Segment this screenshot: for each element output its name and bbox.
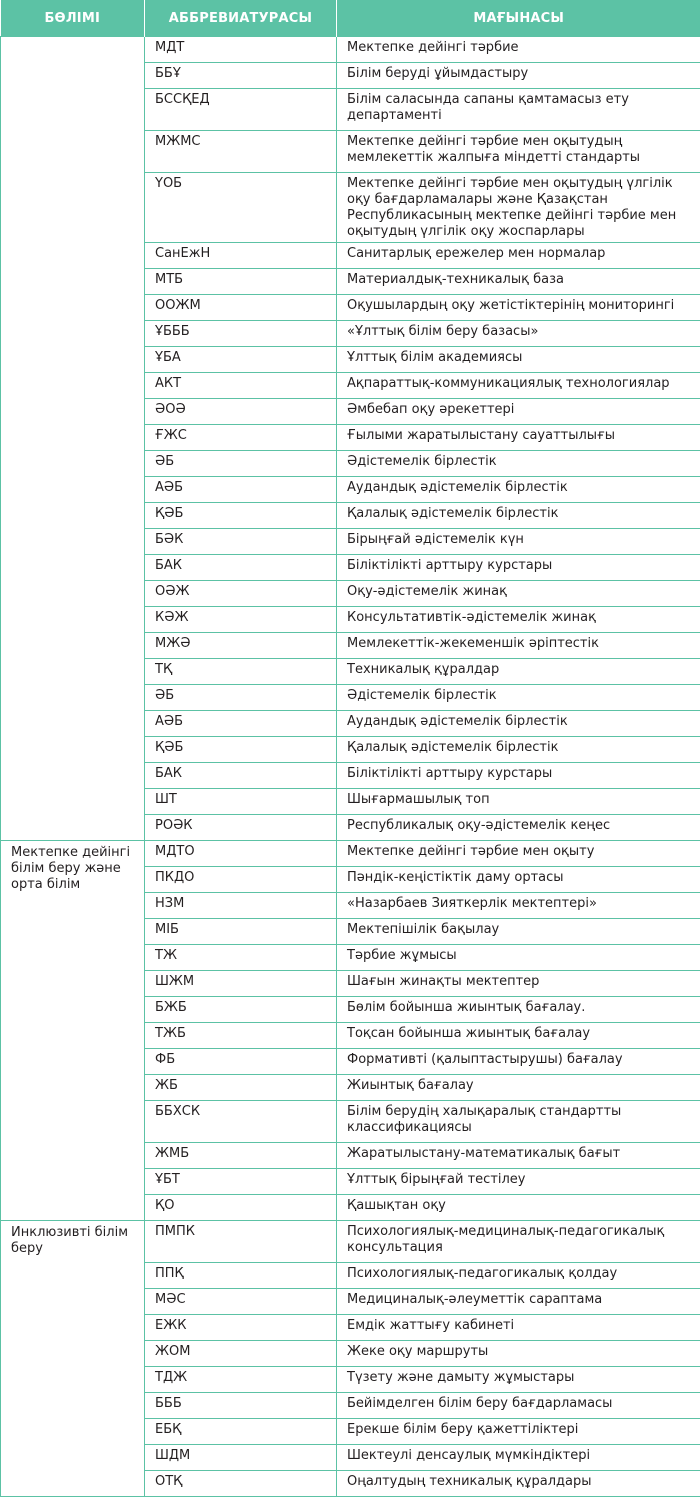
abbreviation-cell: МТБ: [145, 269, 337, 295]
meaning-cell: Әдістемелік бірлестік: [337, 685, 700, 711]
meaning-cell: Мектепке дейінгі тәрбие мен оқыту: [337, 841, 700, 867]
abbreviation-cell: ҰБА: [145, 347, 337, 373]
abbreviation-cell: ҚО: [145, 1195, 337, 1221]
table-row: [1, 37, 700, 63]
header-abbreviation-label: АББРЕВИАТУРАСЫ: [169, 11, 312, 26]
abbreviation-cell: ППҚ: [145, 1263, 337, 1289]
meaning-cell: Оқушылардың оқу жетістіктерінің мониторингі: [337, 295, 700, 321]
abbreviation-cell: ҰБТ: [145, 1169, 337, 1195]
meaning-cell: Ақпараттық-коммуникациялық технологиялар: [337, 373, 700, 399]
abbreviation-cell: ШДМ: [145, 1445, 337, 1471]
meaning-cell: Әмбебап оқу әрекеттері: [337, 399, 700, 425]
meaning-cell: Бөлім бойынша жиынтық бағалау.: [337, 997, 700, 1023]
table-header: [1, 0, 700, 37]
abbreviation-cell: МӘС: [145, 1289, 337, 1315]
abbreviation-cell: МЖӘ: [145, 633, 337, 659]
abbreviation-cell: ЖОМ: [145, 1341, 337, 1367]
abbreviation-cell: ҚӘБ: [145, 737, 337, 763]
abbreviation-cell: РОӘК: [145, 815, 337, 841]
abbreviation-cell: БЖБ: [145, 997, 337, 1023]
abbreviation-cell: ОӘЖ: [145, 581, 337, 607]
meaning-cell: Біліктілікті арттыру курстары: [337, 555, 700, 581]
abbreviation-cell: АӘБ: [145, 477, 337, 503]
meaning-cell: Емдік жаттығу кабинеті: [337, 1315, 700, 1341]
meaning-cell: Оңалтудың техникалық құралдары: [337, 1471, 700, 1497]
meaning-cell: Санитарлық ережелер мен нормалар: [337, 243, 700, 269]
abbreviation-cell: ФБ: [145, 1049, 337, 1075]
meaning-cell: Шағын жинақты мектептер: [337, 971, 700, 997]
meaning-cell: Аудандық әдістемелік бірлестік: [337, 711, 700, 737]
abbreviation-cell: ҒЖС: [145, 425, 337, 451]
section-cell: Мектепке дейінгі білім беру және орта білім: [1, 841, 145, 1221]
meaning-cell: Әдістемелік бірлестік: [337, 451, 700, 477]
abbreviation-cell: НЗМ: [145, 893, 337, 919]
abbreviation-cell: ТЖБ: [145, 1023, 337, 1049]
abbreviation-cell: БАК: [145, 763, 337, 789]
abbreviation-cell: ҰБББ: [145, 321, 337, 347]
abbreviation-cell: ӘБ: [145, 451, 337, 477]
meaning-cell: Мемлекеттік-жекеменшік әріптестік: [337, 633, 700, 659]
abbreviation-cell: ТДЖ: [145, 1367, 337, 1393]
table-body: [1, 37, 700, 1497]
meaning-cell: Бейімделген білім беру бағдарламасы: [337, 1393, 700, 1419]
header-abbreviation: [145, 0, 337, 37]
meaning-cell: Консультативтік-әдістемелік жинақ: [337, 607, 700, 633]
meaning-cell: Біліктілікті арттыру курстары: [337, 763, 700, 789]
section-cell: Инклюзивті білім беру: [1, 1221, 145, 1497]
header-section: [1, 0, 145, 37]
meaning-cell: Техникалық құралдар: [337, 659, 700, 685]
meaning-cell: Формативті (қалыптастырушы) бағалау: [337, 1049, 700, 1075]
meaning-cell: Ерекше білім беру қажеттіліктері: [337, 1419, 700, 1445]
meaning-cell: Тәрбие жұмысы: [337, 945, 700, 971]
meaning-cell: Білім берудің халықаралық стандартты классификациясы: [337, 1101, 700, 1143]
meaning-cell: Ғылыми жаратылыстану сауаттылығы: [337, 425, 700, 451]
abbreviation-cell: ББҰ: [145, 63, 337, 89]
meaning-cell: Түзету және дамыту жұмыстары: [337, 1367, 700, 1393]
section-cell: [1, 37, 145, 841]
abbreviation-cell: БББ: [145, 1393, 337, 1419]
meaning-cell: Қашықтан оқу: [337, 1195, 700, 1221]
abbreviation-cell: БАК: [145, 555, 337, 581]
meaning-cell: Психологиялық-педагогикалық қолдау: [337, 1263, 700, 1289]
meaning-cell: Медициналық-әлеуметтік сараптама: [337, 1289, 700, 1315]
meaning-cell: Қалалық әдістемелік бірлестік: [337, 503, 700, 529]
abbreviation-cell: МІБ: [145, 919, 337, 945]
abbreviation-cell: ЖМБ: [145, 1143, 337, 1169]
abbreviation-cell: ҚӘБ: [145, 503, 337, 529]
meaning-cell: Мектепішілік бақылау: [337, 919, 700, 945]
abbreviation-cell: МЖМС: [145, 131, 337, 173]
table-row: [1, 841, 700, 867]
meaning-cell: Білім беруді ұйымдастыру: [337, 63, 700, 89]
abbreviation-cell: ООЖМ: [145, 295, 337, 321]
abbreviation-cell: МДТО: [145, 841, 337, 867]
meaning-cell: Мектепке дейінгі тәрбие: [337, 37, 700, 63]
abbreviation-cell: ЕЖК: [145, 1315, 337, 1341]
header-meaning-label: МАҒЫНАСЫ: [473, 11, 564, 26]
meaning-cell: Тоқсан бойынша жиынтық бағалау: [337, 1023, 700, 1049]
abbreviation-cell: СанЕжН: [145, 243, 337, 269]
meaning-cell: Жеке оқу маршруты: [337, 1341, 700, 1367]
abbreviation-cell: ТЖ: [145, 945, 337, 971]
abbreviation-cell: АКТ: [145, 373, 337, 399]
meaning-cell: Аудандық әдістемелік бірлестік: [337, 477, 700, 503]
abbreviation-cell: ҮОБ: [145, 173, 337, 243]
abbreviation-cell: БӘК: [145, 529, 337, 555]
meaning-cell: Ұлттық білім академиясы: [337, 347, 700, 373]
meaning-cell: Білім саласында сапаны қамтамасыз ету департаменті: [337, 89, 700, 131]
abbreviation-cell: КӘЖ: [145, 607, 337, 633]
meaning-cell: Мектепке дейінгі тәрбие мен оқытудың үлгілік оқу бағдарламалары және Қазақстан Республикасының мектепке дейінгі тәрбие мен оқытудың үлгілік оқу жоспарлары: [337, 173, 700, 243]
meaning-cell: Қалалық әдістемелік бірлестік: [337, 737, 700, 763]
meaning-cell: Материалдық-техникалық база: [337, 269, 700, 295]
abbreviation-cell: ӘБ: [145, 685, 337, 711]
abbreviation-cell: ЖБ: [145, 1075, 337, 1101]
meaning-cell: Жаратылыстану-математикалық бағыт: [337, 1143, 700, 1169]
abbreviation-cell: МДТ: [145, 37, 337, 63]
header-section-label: БӨЛІМІ: [44, 11, 100, 26]
abbreviation-cell: ТҚ: [145, 659, 337, 685]
abbreviation-cell: ШТ: [145, 789, 337, 815]
abbreviation-cell: ПМПК: [145, 1221, 337, 1263]
meaning-cell: Жиынтық бағалау: [337, 1075, 700, 1101]
abbreviation-cell: ӘОӘ: [145, 399, 337, 425]
header-meaning: [337, 0, 700, 37]
table-row: [1, 1221, 700, 1263]
abbreviation-cell: ББХСК: [145, 1101, 337, 1143]
meaning-cell: Оқу-әдістемелік жинақ: [337, 581, 700, 607]
meaning-cell: «Ұлттық білім беру базасы»: [337, 321, 700, 347]
meaning-cell: Республикалық оқу-әдістемелік кеңес: [337, 815, 700, 841]
abbreviation-cell: ЕБҚ: [145, 1419, 337, 1445]
meaning-cell: «Назарбаев Зияткерлік мектептері»: [337, 893, 700, 919]
meaning-cell: Бірыңғай әдістемелік күн: [337, 529, 700, 555]
meaning-cell: Шығармашылық топ: [337, 789, 700, 815]
abbreviation-cell: ШЖМ: [145, 971, 337, 997]
abbreviation-cell: ОТҚ: [145, 1471, 337, 1497]
meaning-cell: Ұлттық бірыңғай тестілеу: [337, 1169, 700, 1195]
meaning-cell: Психологиялық-медициналық-педагогикалық консультация: [337, 1221, 700, 1263]
abbreviation-cell: АӘБ: [145, 711, 337, 737]
meaning-cell: Мектепке дейінгі тәрбие мен оқытудың мемлекеттік жалпыға міндетті стандарты: [337, 131, 700, 173]
meaning-cell: Шектеулі денсаулық мүмкіндіктері: [337, 1445, 700, 1471]
abbreviation-cell: ПКДО: [145, 867, 337, 893]
abbreviation-cell: БССҚЕД: [145, 89, 337, 131]
meaning-cell: Пәндік-кеңістіктік даму ортасы: [337, 867, 700, 893]
